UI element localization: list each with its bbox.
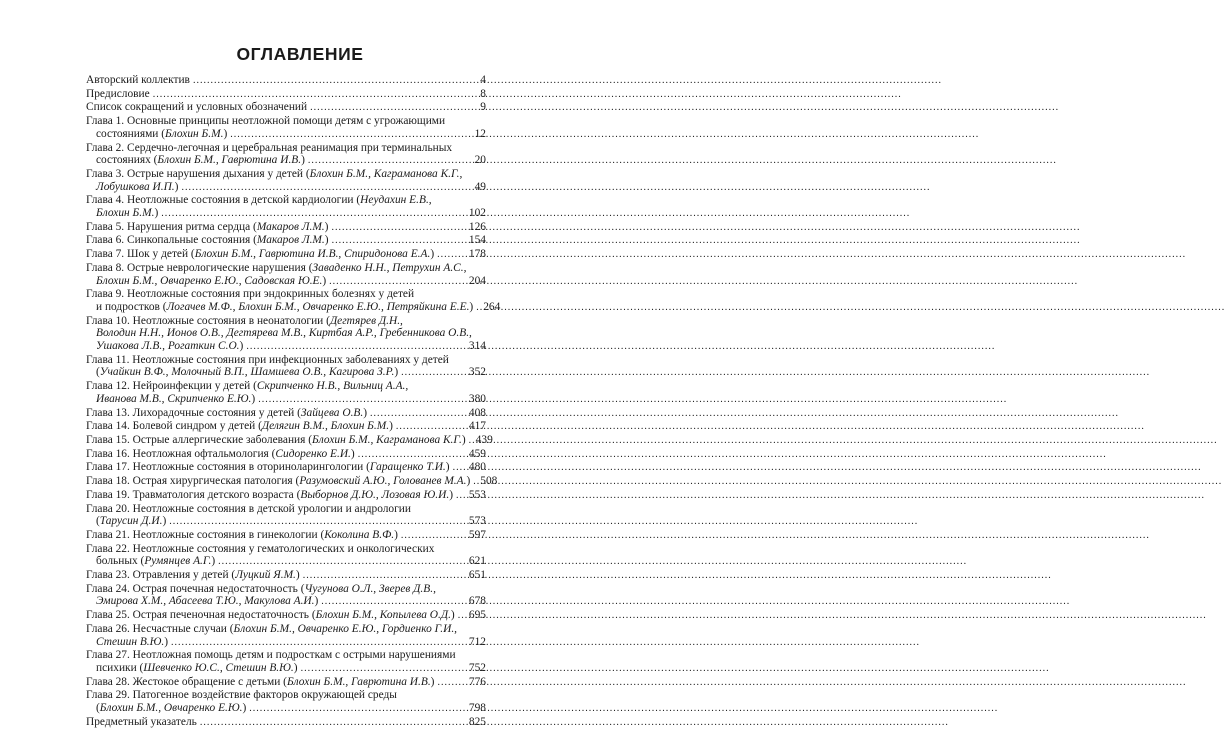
toc-entry-line [86, 595, 486, 609]
toc-entry [86, 475, 498, 489]
dot-leader [218, 556, 468, 569]
toc-entry-line: Глава 9. Неотложные состояния при эндокринных болезнях у детей [86, 288, 415, 301]
toc-entry-line [86, 636, 486, 650]
toc-entry [86, 676, 486, 690]
page-number: 408 [468, 406, 486, 419]
page-number: 651 [468, 569, 486, 582]
toc-entry-text: (Учайкин В.Ф., Молочный В.П., Шамшева О.В., Кагирова З.Р.) [96, 366, 399, 379]
toc-entry-text: Глава 7. Шок у детей (Блохин Б.М., Гаврютина И.В., Спиридонова Е.А.) [86, 248, 435, 261]
toc-entry-line: Глава 8. Острые неврологические нарушения (Заваденко Н.Н., Петрухин А.С., [86, 261, 467, 274]
toc-entry-text: Иванова М.В., Скрипченко Е.Ю.) [96, 392, 256, 405]
page-number: 178 [468, 248, 486, 261]
toc-entry-text: Блохин Б.М., Овчаренко Е.Ю., Садовская Ю.Е.) [96, 274, 327, 287]
dot-leader [249, 703, 468, 716]
dot-leader [153, 89, 480, 102]
toc-entry [86, 569, 486, 583]
toc-entry [86, 461, 486, 475]
page-number: 4 [480, 74, 486, 86]
toc-entry-text: Список сокращений и условных обозначений [86, 101, 308, 114]
dot-leader [396, 421, 468, 434]
toc-entry-line [86, 702, 486, 716]
toc-entry [86, 543, 486, 569]
dot-leader [171, 637, 468, 650]
dot-leader [401, 530, 468, 543]
toc-entry-line [86, 676, 486, 690]
toc-entry-line: Глава 1. Основные принципы неотложной помощи детям с угрожающими [86, 115, 446, 128]
page-number: 459 [468, 447, 486, 460]
dot-leader [258, 394, 468, 407]
toc-entry-line: Глава 4. Неотложные состояния в детской кардиологии (Неудахин Е.В., [86, 194, 432, 207]
dot-leader [301, 663, 468, 676]
dot-leader [370, 408, 468, 421]
toc-entry-line: Володин Н.Н., Ионов О.В., Дегтярева М.В., Киртбая А.Р., Гребенникова О.В., [96, 327, 472, 340]
toc-entry-text: Предметный указатель [86, 715, 197, 728]
toc-entry-line: Глава 27. Неотложная помощь детям и подросткам с острыми нарушениями [86, 649, 456, 662]
toc-entry-line [86, 300, 501, 315]
dot-leader [437, 677, 467, 690]
toc-entry-text: Стешин В.Ю.) [96, 635, 169, 648]
toc-entry-line [86, 407, 486, 421]
dot-leader [456, 490, 468, 503]
dot-leader [169, 516, 468, 529]
toc-entry [86, 448, 486, 462]
toc-entry-text: Глава 13. Лихорадочные состояния у детей (Зайцева О.В.) [86, 406, 368, 419]
page-number: 9 [480, 101, 486, 114]
toc-entry [86, 194, 486, 220]
toc-entry-text: и подростков (Логачев М.Ф., Блохин Б.М., Овчаренко Е.Ю., Петряйкина Е.Е.) [96, 300, 474, 313]
toc-entry [86, 407, 486, 421]
toc-entry-text: Глава 28. Жестокое обращение с детьми (Блохин Б.М., Гаврютина И.В.) [86, 675, 435, 688]
toc-entry-line [86, 433, 493, 448]
toc-entry-line: Глава 29. Патогенное воздействие факторов окружающей среды [86, 689, 397, 702]
toc-entry-text: Глава 6. Синкопальные состояния (Макаров Л.М.) [86, 234, 329, 247]
toc-entry-line [86, 609, 486, 623]
dot-leader [401, 367, 468, 380]
toc-entry-line [86, 366, 486, 380]
toc-entry-line [86, 489, 486, 503]
toc-entry-text: Авторский коллектив [86, 74, 190, 86]
page-number: 776 [468, 675, 486, 688]
toc-entry-line [86, 207, 486, 221]
dot-leader [469, 435, 475, 448]
toc-entry-text: Глава 15. Острые аллергические заболевания (Блохин Б.М., Каграманова К.Г.) [86, 433, 466, 446]
toc-page [0, 0, 600, 750]
toc-entry-line [86, 529, 486, 543]
toc-entry-line: Глава 26. Несчастные случаи (Блохин Б.М., Овчаренко Е.Ю., Гордиенко Г.И., [86, 622, 458, 635]
page-number: 154 [468, 234, 486, 247]
page-number: 12 [474, 127, 486, 140]
toc-entry-line [86, 340, 486, 354]
toc-entry [86, 529, 486, 543]
toc-entry-line [86, 101, 486, 115]
page-number: 417 [468, 420, 486, 433]
toc-entry-line [86, 555, 486, 569]
toc-entry [86, 433, 493, 448]
page-number: 264 [483, 300, 501, 313]
dot-leader [329, 276, 468, 289]
page-number: 126 [468, 220, 486, 233]
toc-entry-text: психики (Шевченко Ю.С., Стешин В.Ю.) [96, 661, 298, 674]
toc-entry [86, 221, 486, 235]
toc-entry-line [86, 221, 486, 235]
page-number: 621 [468, 555, 486, 568]
toc-entry-text: Глава 5. Нарушения ритма сердца (Макаров Л.М.) [86, 220, 329, 233]
dot-leader [331, 222, 467, 235]
dot-leader [161, 208, 468, 221]
toc-entry-text: Эмирова Х.М., Абасеева Т.Ю., Макулова А.И.) [96, 595, 319, 608]
page-number: 752 [468, 661, 486, 674]
toc-entry [86, 489, 486, 503]
toc-entry-text: Глава 25. Острая печеночная недостаточность (Блохин Б.М., Копылева О.Д.) [86, 609, 455, 622]
page-number: 573 [468, 515, 486, 528]
toc-entry-text: Блохин Б.М.) [96, 207, 159, 220]
toc-entry-text: Глава 17. Неотложные состояния в оториноларингологии (Гаращенко Т.И.) [86, 461, 450, 474]
page-number: 678 [468, 595, 486, 608]
toc-entry [86, 354, 486, 380]
toc-entry [86, 288, 501, 314]
toc-entry [86, 115, 486, 141]
toc-entry [86, 234, 486, 248]
toc-entry-line [86, 662, 486, 676]
page-number: 825 [468, 715, 486, 728]
toc-entry-line [86, 448, 486, 462]
page-number: 695 [468, 609, 486, 622]
page-number: 102 [468, 207, 486, 220]
page-number: 8 [480, 87, 486, 100]
page-number: 480 [468, 461, 486, 474]
toc-entry-line [86, 393, 486, 407]
page-number: 798 [468, 702, 486, 715]
toc-entry [86, 503, 486, 529]
dot-leader [458, 610, 468, 623]
page-number: 314 [468, 340, 486, 353]
dot-leader [332, 235, 468, 248]
toc-entry-line: Глава 11. Неотложные состояния при инфекционных заболеваниях у детей [86, 353, 449, 366]
toc-entry-text: (Тарусин Д.И.) [96, 515, 167, 528]
dot-leader [230, 129, 473, 142]
toc-entry [86, 649, 486, 675]
toc-entry-line [86, 154, 486, 168]
toc-entry-line [86, 74, 486, 88]
dot-leader [193, 75, 479, 88]
dot-leader [453, 462, 468, 475]
page-number: 597 [468, 528, 486, 541]
toc-entry-line [86, 475, 498, 489]
toc-entry-text: состояниями (Блохин Б.М.) [96, 127, 228, 140]
page-title: ОГЛАВЛЕНИЕ [236, 44, 364, 64]
dot-leader [181, 182, 473, 195]
toc-entry-line: Глава 10. Неотложные состояния в неонатологии (Дегтярев Д.Н., [86, 314, 403, 327]
dot-leader [437, 249, 468, 262]
dot-leader [473, 476, 479, 489]
toc-entry-line [86, 128, 486, 142]
dot-leader [310, 102, 479, 115]
page-number: 49 [474, 180, 486, 193]
toc-entry [86, 609, 486, 623]
toc-entry-line [86, 88, 486, 102]
toc-entry-line [86, 420, 486, 434]
toc-entry-line: Глава 24. Острая почечная недостаточность (Чугунова О.Л., Зверев Д.В., [86, 582, 436, 595]
toc-entry-line: Глава 22. Неотложные состояния у гематологических и онкологических [86, 542, 435, 555]
toc-entry-line [86, 234, 486, 248]
toc-entry [86, 380, 486, 406]
toc-entry-line [86, 181, 486, 195]
toc-entry [86, 315, 486, 354]
toc-entry-line: Глава 3. Острые нарушения дыхания у детей (Блохин Б.М., Каграманова К.Г., [86, 167, 463, 180]
toc-entry [86, 168, 486, 194]
page-number: 439 [475, 433, 493, 446]
toc-entry-text: Глава 18. Острая хирургическая патология (Разумовский А.Ю., Голованев М.А.) [86, 475, 471, 488]
toc-entry-line: Глава 20. Неотложные состояния в детской урологии и андрологии [86, 502, 411, 515]
toc-entry [86, 583, 486, 609]
table-of-contents [86, 74, 501, 729]
toc-entry-text: состояниях (Блохин Б.М., Гаврютина И.В.) [96, 154, 305, 167]
page-number: 712 [468, 635, 486, 648]
toc-entry-text: больных (Румянцев А.Г.) [96, 555, 216, 568]
dot-leader [321, 596, 468, 609]
page-number: 204 [468, 274, 486, 287]
toc-entry [86, 74, 486, 88]
toc-entry [86, 420, 486, 434]
toc-entry [86, 248, 486, 262]
dot-leader [308, 155, 474, 168]
toc-entry-line [86, 716, 486, 730]
dot-leader [200, 717, 468, 730]
toc-entry-line [86, 569, 486, 583]
toc-entry [86, 88, 486, 102]
page-number: 553 [468, 488, 486, 501]
toc-entry-text: Лобушкова И.П.) [96, 180, 179, 193]
dot-leader [303, 570, 468, 583]
toc-entry [86, 689, 486, 715]
dot-leader [476, 302, 482, 315]
toc-entry-text: Глава 19. Травматология детского возраста (Выборнов Д.Ю., Лозовая Ю.И.) [86, 488, 453, 501]
toc-entry-line: Глава 2. Сердечно-легочная и церебральная реанимация при терминальных [86, 141, 453, 154]
toc-entry [86, 623, 486, 649]
toc-entry [86, 101, 486, 115]
page-number: 20 [474, 154, 486, 167]
dot-leader [358, 449, 468, 462]
toc-entry-text: Предисловие [86, 87, 150, 100]
toc-entry-line [86, 515, 486, 529]
page-number: 380 [468, 392, 486, 405]
toc-entry-text: Глава 21. Неотложные состояния в гинекологии (Коколина В.Ф.) [86, 528, 398, 541]
toc-entry-line [86, 248, 486, 262]
toc-entry [86, 142, 486, 168]
toc-entry-text: (Блохин Б.М., Овчаренко Е.Ю.) [96, 702, 247, 715]
toc-entry-text: Глава 23. Отравления у детей (Луцкий Я.М.) [86, 569, 300, 582]
dot-leader [246, 341, 468, 354]
toc-entry [86, 716, 486, 730]
toc-entry-text: Глава 14. Болевой синдром у детей (Делягин В.М., Блохин Б.М.) [86, 420, 393, 433]
toc-entry-text: Ушакова Л.В., Рогаткин С.О.) [96, 340, 244, 353]
toc-entry-line [86, 275, 486, 289]
toc-entry [86, 262, 486, 288]
toc-entry-line: Глава 12. Нейроинфекции у детей (Скрипченко Н.В., Вильниц А.А., [86, 380, 409, 393]
page-number: 352 [468, 366, 486, 379]
toc-entry-line [86, 461, 486, 475]
toc-entry-text: Глава 16. Неотложная офтальмология (Сидоренко Е.И.) [86, 447, 355, 460]
page-number: 508 [480, 475, 498, 488]
